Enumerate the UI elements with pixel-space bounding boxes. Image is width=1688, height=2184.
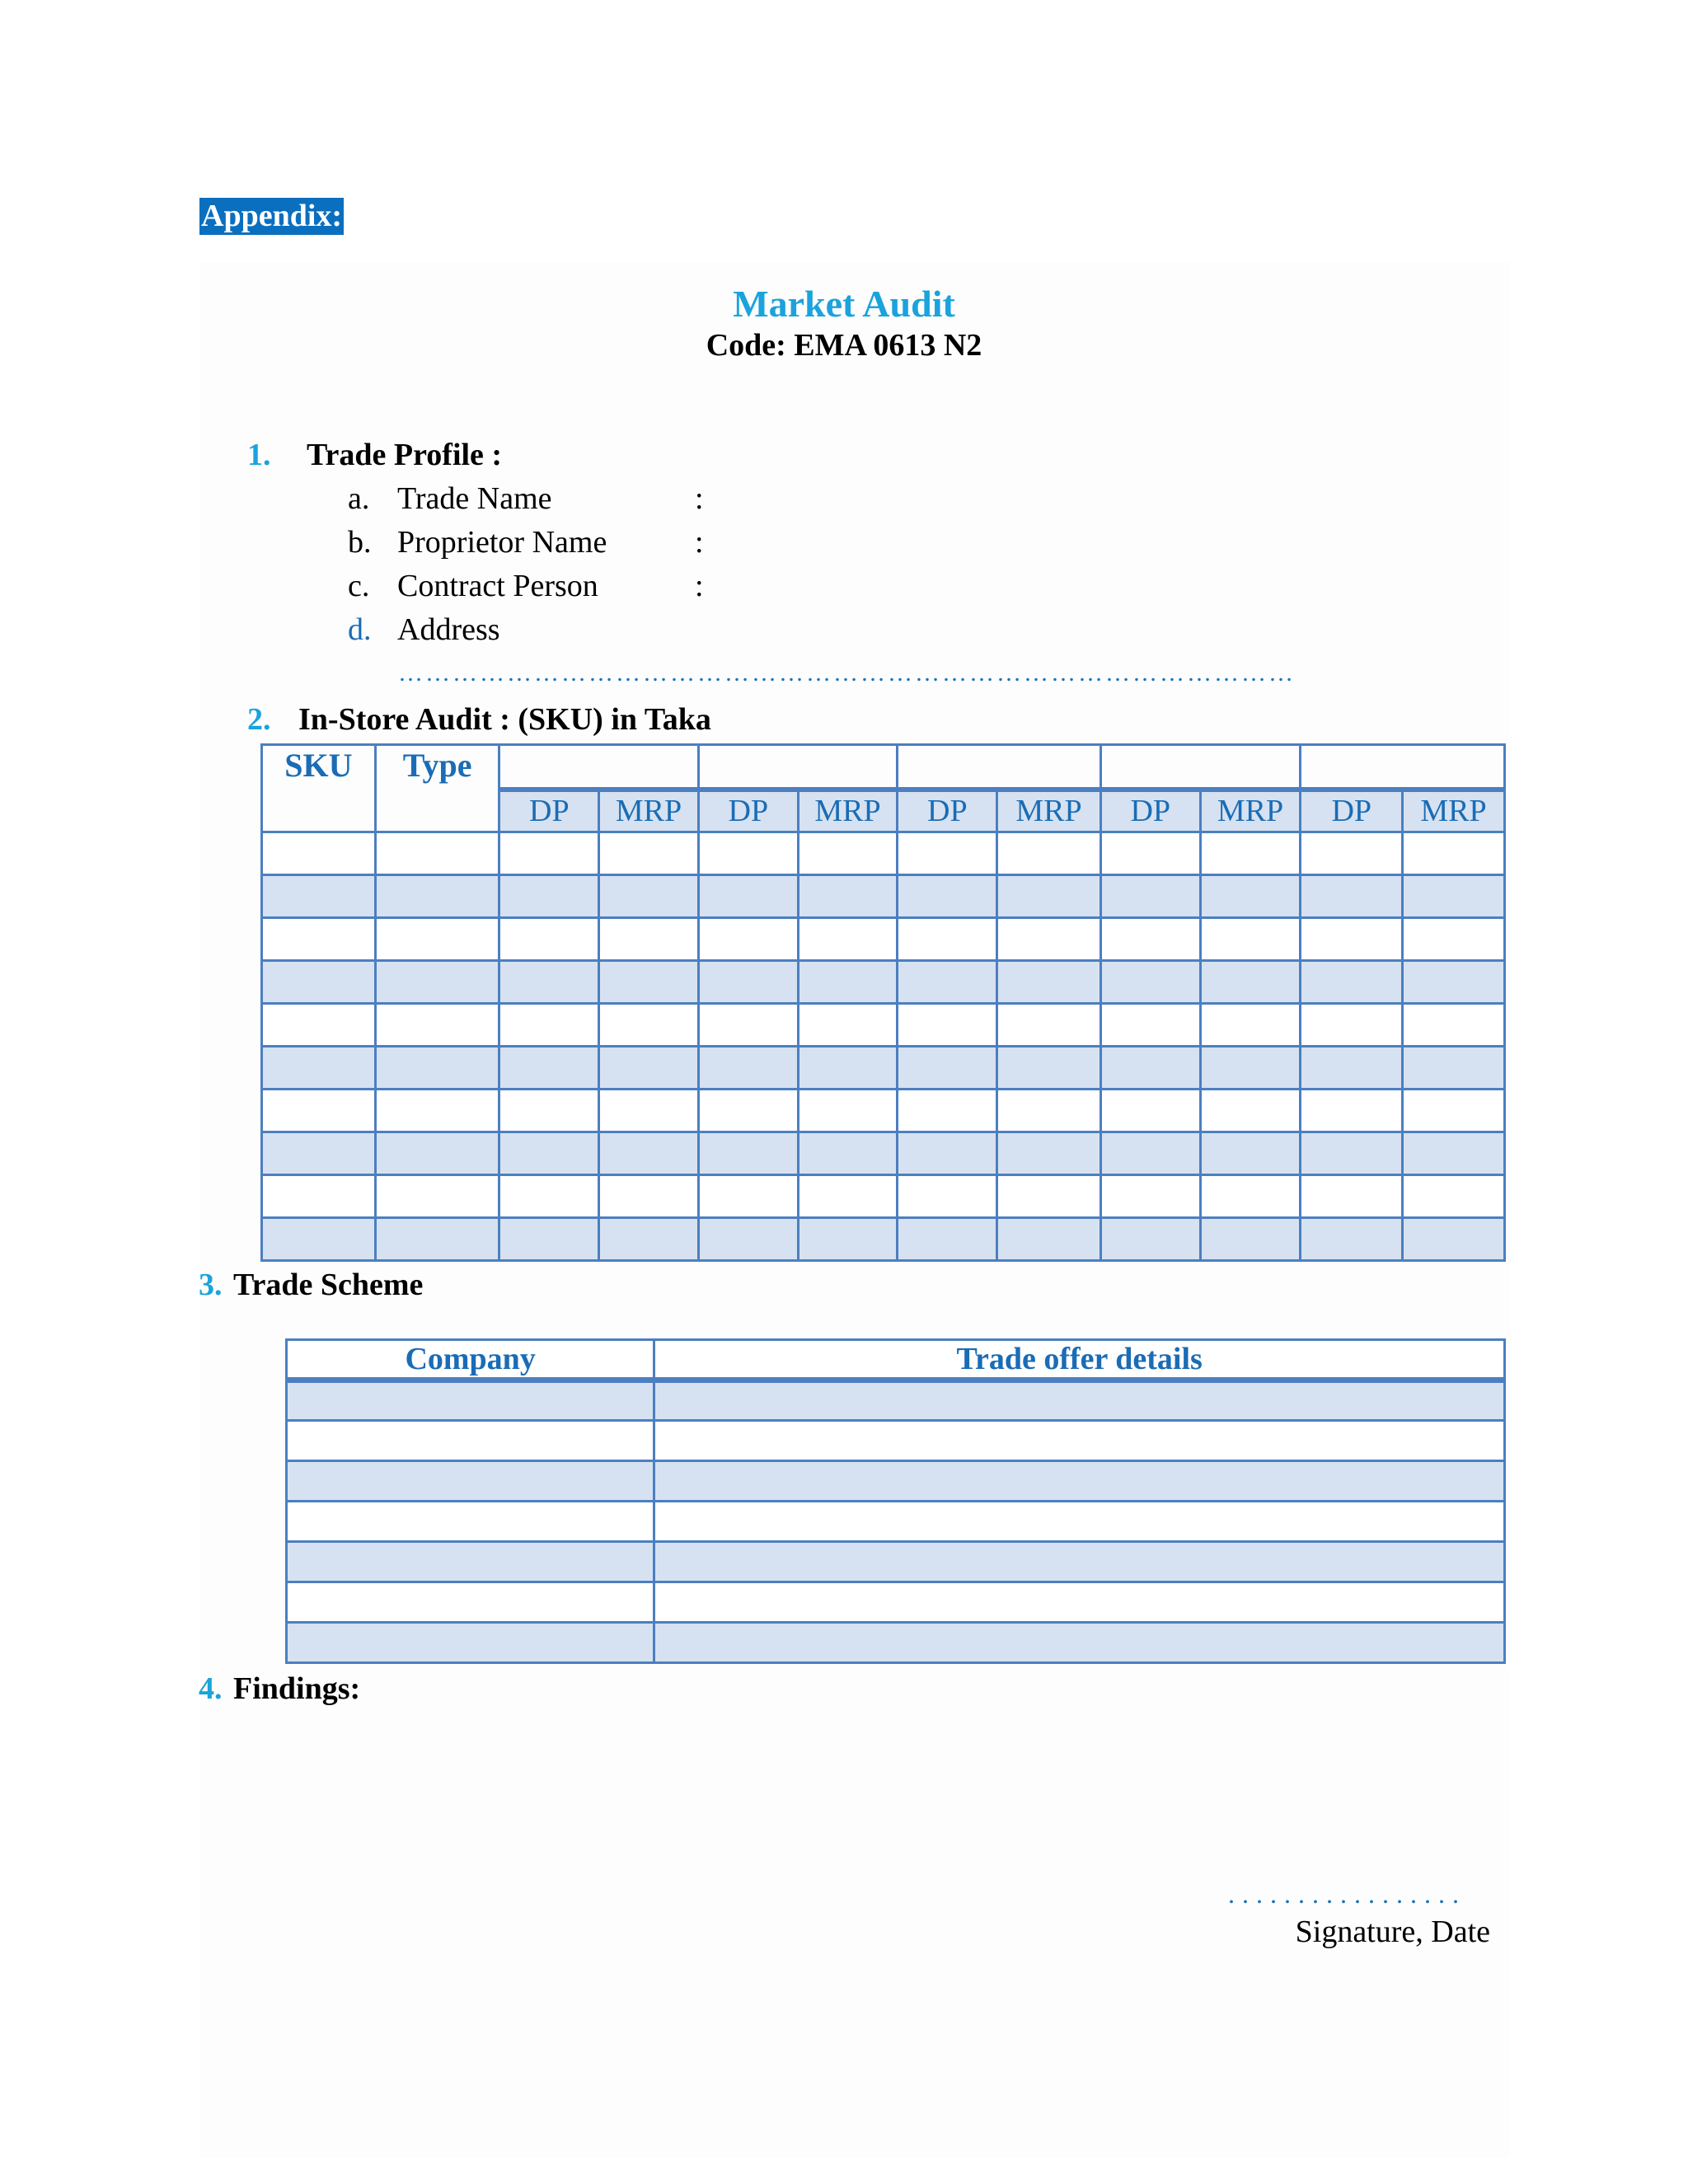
trade-scheme-table: [285, 1338, 1506, 1664]
item-letter: c.: [348, 569, 370, 603]
table-cell: [262, 1047, 376, 1090]
address-dotted-line: ………………………………………………………………………………………: [398, 659, 1296, 687]
table-cell: [1301, 1218, 1403, 1261]
table-cell: [1100, 1218, 1200, 1261]
table-cell: [654, 1380, 1505, 1421]
table-cell: [798, 832, 898, 875]
table-cell: [499, 1132, 599, 1175]
item-label: Contract Person: [397, 569, 598, 603]
table-cell: [599, 1004, 699, 1047]
table-cell: [1301, 832, 1403, 875]
table-cell: [262, 961, 376, 1004]
table-cell: [1200, 918, 1301, 961]
table-cell: [262, 1218, 376, 1261]
dp-header: DP: [898, 790, 997, 832]
table-cell: [997, 1004, 1101, 1047]
table-cell: [1301, 961, 1403, 1004]
section-2-number: 2.: [247, 702, 271, 737]
table-cell: [1100, 918, 1200, 961]
table-cell: [375, 918, 499, 961]
table-cell: [1100, 1004, 1200, 1047]
table-cell: [1200, 1218, 1301, 1261]
table-cell: [698, 875, 798, 918]
dp-header: DP: [1301, 790, 1403, 832]
table-row: [287, 1380, 1505, 1421]
table-cell: [798, 1175, 898, 1218]
table-cell: [287, 1421, 654, 1461]
table-cell: [898, 1175, 997, 1218]
table-cell: [698, 1132, 798, 1175]
item-colon: :: [695, 525, 704, 560]
table-cell: [375, 961, 499, 1004]
table-cell: [287, 1461, 654, 1502]
table-cell: [499, 1090, 599, 1132]
trade-offer-details-header: Trade offer details: [654, 1340, 1505, 1380]
section-2-heading: [247, 701, 711, 738]
table-cell: [1200, 961, 1301, 1004]
table-cell: [287, 1502, 654, 1542]
table-cell: [262, 832, 376, 875]
table-cell: [997, 1047, 1101, 1090]
table-cell: [798, 1090, 898, 1132]
table-cell: [997, 1218, 1101, 1261]
table-cell: [499, 875, 599, 918]
table-cell: [698, 1004, 798, 1047]
item-letter: a.: [348, 481, 370, 516]
table-cell: [654, 1623, 1505, 1663]
table-cell: [599, 1047, 699, 1090]
mrp-header: MRP: [599, 790, 699, 832]
section-1-number: 1.: [247, 438, 271, 472]
table-cell: [654, 1502, 1505, 1542]
table-cell: [898, 1090, 997, 1132]
table-row: [262, 1004, 1505, 1047]
item-label: Address: [397, 612, 500, 647]
table-row: [287, 1582, 1505, 1623]
table-cell: [262, 1132, 376, 1175]
table-cell: [698, 832, 798, 875]
table-header-row: [262, 745, 1505, 790]
table-cell: [1403, 875, 1505, 918]
table-cell: [1100, 1175, 1200, 1218]
table-cell: [798, 961, 898, 1004]
item-colon: :: [695, 481, 704, 516]
table-cell: [654, 1542, 1505, 1582]
table-cell: [1100, 1132, 1200, 1175]
table-row: [287, 1502, 1505, 1542]
table-cell: [499, 961, 599, 1004]
table-cell: [1100, 961, 1200, 1004]
sku-table-body: [262, 832, 1505, 1261]
table-row: [287, 1623, 1505, 1663]
table-cell: [898, 1132, 997, 1175]
section-4-heading: [199, 1671, 361, 1707]
mrp-header: MRP: [1403, 790, 1505, 832]
table-cell: [1301, 1004, 1403, 1047]
table-cell: [1100, 875, 1200, 918]
table-cell: [1100, 1090, 1200, 1132]
table-cell: [1403, 1218, 1505, 1261]
item-label: Proprietor Name: [397, 525, 607, 560]
table-cell: [287, 1380, 654, 1421]
blank-header-cell: [698, 745, 898, 790]
signature-date-label: Signature, Date: [1295, 1915, 1490, 1949]
table-row: [262, 832, 1505, 875]
table-cell: [499, 918, 599, 961]
table-cell: [997, 875, 1101, 918]
table-cell: [898, 1047, 997, 1090]
table-cell: [1301, 875, 1403, 918]
table-cell: [599, 1090, 699, 1132]
blank-header-cell: [499, 745, 699, 790]
table-cell: [262, 875, 376, 918]
table-cell: [262, 1004, 376, 1047]
table-cell: [798, 1047, 898, 1090]
table-row: [262, 1132, 1505, 1175]
table-cell: [375, 875, 499, 918]
table-cell: [599, 1175, 699, 1218]
section-4-title: Findings:: [233, 1671, 361, 1706]
table-cell: [375, 1132, 499, 1175]
table-cell: [1403, 918, 1505, 961]
blank-header-cell: [1301, 745, 1505, 790]
item-label: Trade Name: [397, 481, 552, 516]
table-cell: [1403, 1175, 1505, 1218]
table-cell: [1200, 1047, 1301, 1090]
scheme-table-body: [287, 1380, 1505, 1663]
table-cell: [898, 961, 997, 1004]
section-3-number: 3.: [199, 1268, 223, 1302]
table-cell: [997, 1175, 1101, 1218]
section-3-title: Trade Scheme: [233, 1268, 424, 1302]
table-cell: [698, 918, 798, 961]
table-cell: [997, 1132, 1101, 1175]
table-row: [262, 875, 1505, 918]
blank-header-cell: [898, 745, 1100, 790]
table-cell: [1301, 1090, 1403, 1132]
table-cell: [1200, 1090, 1301, 1132]
table-row: [262, 1218, 1505, 1261]
table-cell: [798, 918, 898, 961]
table-cell: [1403, 1004, 1505, 1047]
table-cell: [375, 1218, 499, 1261]
table-cell: [375, 1047, 499, 1090]
document-code: Code: EMA 0613 N2: [706, 328, 982, 363]
company-header: Company: [287, 1340, 654, 1380]
table-cell: [898, 875, 997, 918]
table-cell: [654, 1582, 1505, 1623]
table-cell: [1403, 961, 1505, 1004]
section-3-heading: [199, 1267, 424, 1303]
table-cell: [1200, 1004, 1301, 1047]
document-title: Market Audit: [733, 283, 955, 325]
table-row: [262, 918, 1505, 961]
mrp-header: MRP: [997, 790, 1101, 832]
table-cell: [599, 1218, 699, 1261]
table-cell: [599, 961, 699, 1004]
table-cell: [375, 832, 499, 875]
table-row: [262, 961, 1505, 1004]
table-row: [287, 1461, 1505, 1502]
table-cell: [375, 1090, 499, 1132]
table-cell: [287, 1623, 654, 1663]
table-cell: [1200, 1132, 1301, 1175]
table-cell: [698, 961, 798, 1004]
table-cell: [898, 832, 997, 875]
table-cell: [262, 918, 376, 961]
item-colon: :: [695, 569, 704, 603]
table-cell: [654, 1421, 1505, 1461]
table-cell: [599, 1132, 699, 1175]
signature-dotted-line: .................: [1228, 1879, 1466, 1909]
mrp-header: MRP: [798, 790, 898, 832]
table-cell: [698, 1218, 798, 1261]
dp-header: DP: [698, 790, 798, 832]
table-cell: [1403, 1090, 1505, 1132]
table-cell: [1301, 1175, 1403, 1218]
table-cell: [997, 1090, 1101, 1132]
table-cell: [1403, 832, 1505, 875]
table-row: [287, 1421, 1505, 1461]
table-cell: [997, 961, 1101, 1004]
table-cell: [375, 1175, 499, 1218]
table-cell: [798, 875, 898, 918]
table-cell: [798, 1004, 898, 1047]
table-cell: [499, 832, 599, 875]
sku-audit-table: [260, 743, 1506, 1262]
table-cell: [798, 1132, 898, 1175]
section-2-title: In-Store Audit : (SKU) in Taka: [298, 702, 711, 737]
section-4-number: 4.: [199, 1671, 223, 1706]
table-cell: [1301, 918, 1403, 961]
blank-header-cell: [1100, 745, 1300, 790]
table-cell: [997, 918, 1101, 961]
table-cell: [262, 1090, 376, 1132]
table-cell: [654, 1461, 1505, 1502]
table-cell: [287, 1582, 654, 1623]
section-1-heading: [247, 437, 503, 473]
table-cell: [287, 1542, 654, 1582]
table-cell: [1100, 1047, 1200, 1090]
table-cell: [1301, 1047, 1403, 1090]
table-cell: [499, 1047, 599, 1090]
table-cell: [798, 1218, 898, 1261]
table-cell: [1403, 1132, 1505, 1175]
table-cell: [1301, 1132, 1403, 1175]
table-cell: [898, 1004, 997, 1047]
table-row: [262, 1047, 1505, 1090]
sku-header: SKU: [262, 745, 376, 832]
table-cell: [898, 1218, 997, 1261]
table-header-row: [287, 1340, 1505, 1380]
table-cell: [698, 1047, 798, 1090]
table-cell: [499, 1004, 599, 1047]
section-1-title: Trade Profile :: [307, 438, 503, 472]
table-cell: [599, 918, 699, 961]
table-row: [262, 1175, 1505, 1218]
table-row: [262, 1090, 1505, 1132]
table-cell: [599, 832, 699, 875]
table-cell: [375, 1004, 499, 1047]
table-cell: [499, 1175, 599, 1218]
dp-header: DP: [499, 790, 599, 832]
dp-header: DP: [1100, 790, 1200, 832]
table-cell: [1200, 875, 1301, 918]
type-header: Type: [375, 745, 499, 832]
item-letter: d.: [348, 612, 372, 647]
table-cell: [698, 1175, 798, 1218]
table-cell: [1100, 832, 1200, 875]
table-cell: [698, 1090, 798, 1132]
table-cell: [499, 1218, 599, 1261]
table-row: [287, 1542, 1505, 1582]
table-cell: [898, 918, 997, 961]
appendix-label: Appendix:: [201, 199, 343, 233]
table-cell: [1200, 1175, 1301, 1218]
table-cell: [262, 1175, 376, 1218]
table-cell: [599, 875, 699, 918]
table-cell: [997, 832, 1101, 875]
item-letter: b.: [348, 525, 372, 560]
mrp-header: MRP: [1200, 790, 1301, 832]
table-cell: [1200, 832, 1301, 875]
table-cell: [1403, 1047, 1505, 1090]
